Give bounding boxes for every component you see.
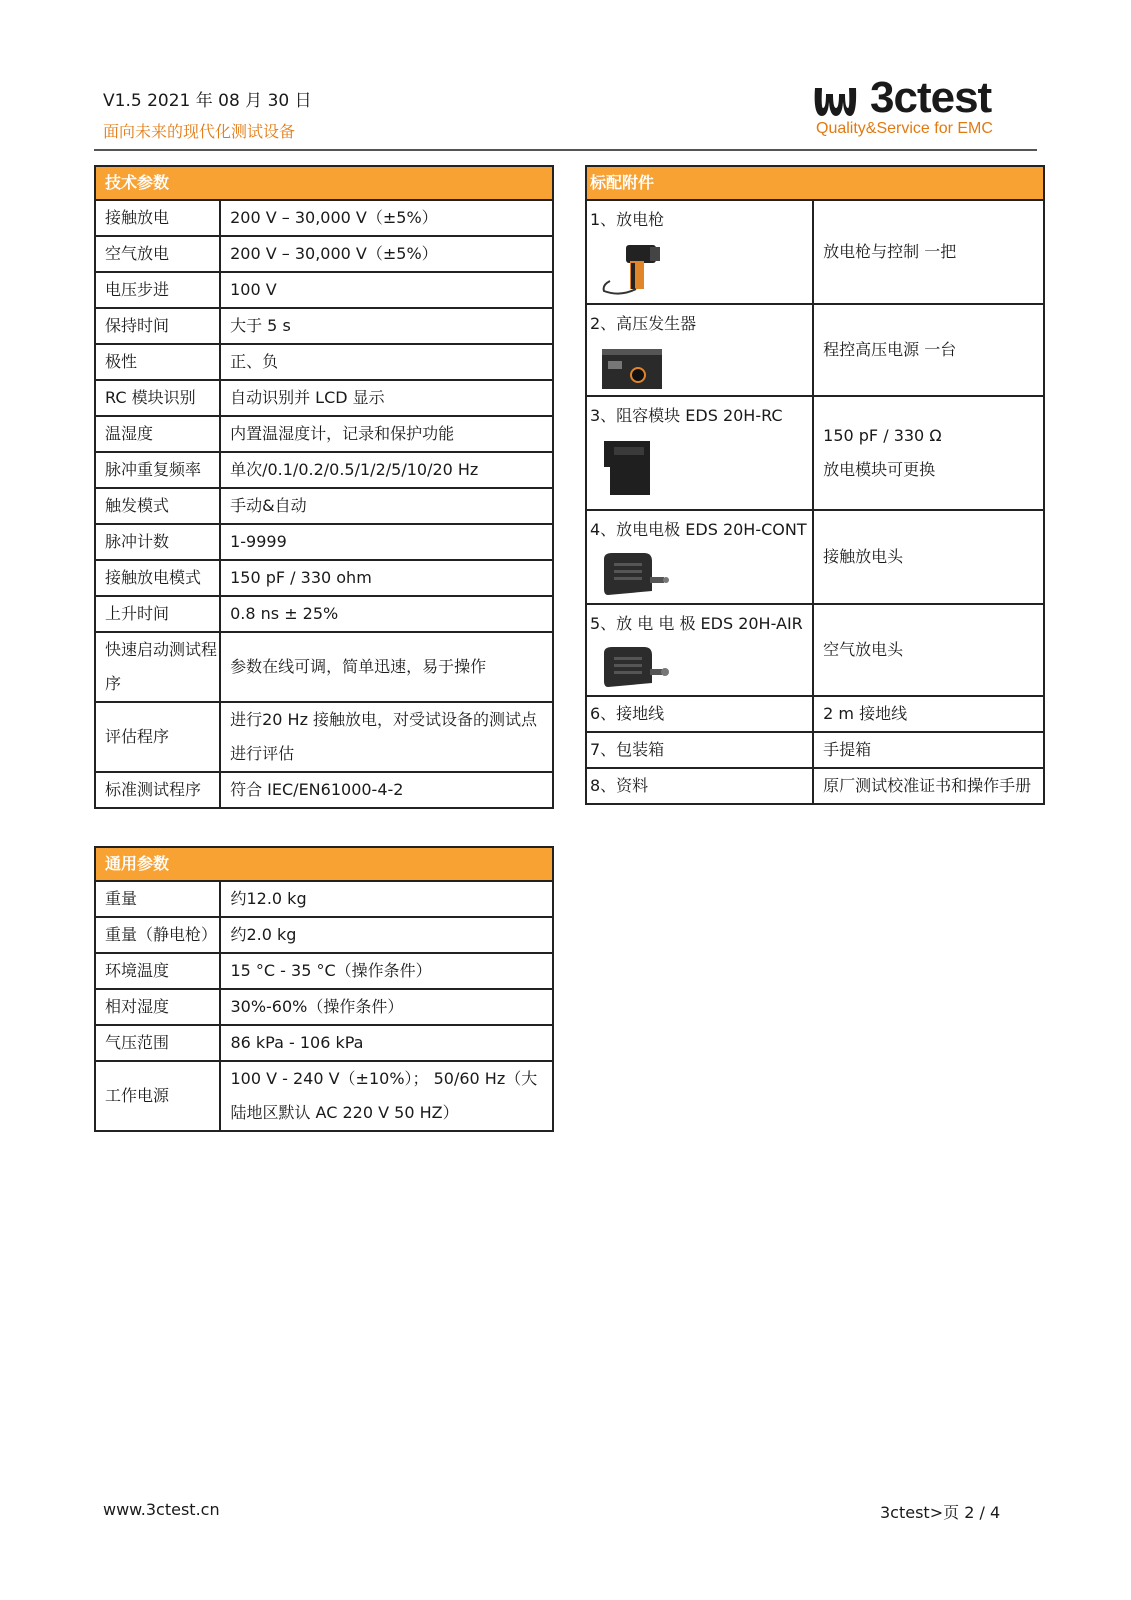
table-row [95, 632, 553, 702]
table-row [95, 596, 553, 632]
accessory-name: 5、放 电 电 极 EDS 20H-AIR [590, 614, 803, 633]
param-value: 单次/0.1/0.2/0.5/1/2/5/10/20 Hz [220, 452, 553, 488]
general-params-table [94, 846, 554, 1132]
accessory-name: 6、接地线 [586, 696, 813, 732]
table-row [586, 768, 1044, 804]
table-row [95, 560, 553, 596]
accessory-name: 8、资料 [586, 768, 813, 804]
param-value: 200 V – 30,000 V（±5%） [220, 236, 553, 272]
param-value: 内置温湿度计，记录和保护功能 [220, 416, 553, 452]
logo-tagline: Quality&Service for EMC [816, 120, 993, 137]
param-label: 上升时间 [95, 596, 220, 632]
accessory-desc [813, 396, 1044, 510]
logo [812, 73, 1032, 148]
accessories-title: 标配附件 [586, 166, 1044, 200]
table-row [586, 200, 1044, 304]
param-value: 参数在线可调，简单迅速，易于操作 [220, 632, 553, 702]
param-value: 符合 IEC/EN61000-4-2 [220, 772, 553, 808]
accessories-table [585, 165, 1045, 805]
table-row [95, 702, 553, 772]
logo-mark-icon [812, 82, 858, 122]
accessory-desc: 2 m 接地线 [813, 696, 1044, 732]
param-label: 气压范围 [95, 1025, 220, 1061]
param-value: 大于 5 s [220, 308, 553, 344]
accessory-desc-line2: 放电模块可更换 [823, 460, 936, 479]
tech-params-title: 技术参数 [95, 166, 553, 200]
accessory-desc-line1: 150 pF / 330 Ω [823, 426, 942, 445]
table-row [586, 696, 1044, 732]
footer-page-number: 3ctest>页 2 / 4 [880, 1503, 1001, 1522]
table-row [586, 304, 1044, 396]
table-row [95, 524, 553, 560]
param-value: 进行20 Hz 接触放电，对受试设备的测试点进行评估 [220, 702, 553, 772]
accessory-item [586, 304, 813, 396]
table-row [95, 881, 553, 917]
accessory-desc: 接触放电头 [813, 510, 1044, 604]
param-value: 100 V - 240 V（±10%）； 50/60 Hz（大陆地区默认 AC 220 V 50 HZ） [220, 1061, 553, 1131]
air-tip-icon [600, 645, 670, 691]
param-value: 200 V – 30,000 V（±5%） [220, 200, 553, 236]
param-value: 30%-60%（操作条件） [220, 989, 553, 1025]
table-row [586, 396, 1044, 510]
logo-wordmark: 3ctest [870, 73, 992, 122]
table-row [95, 236, 553, 272]
table-row [95, 989, 553, 1025]
param-value: 150 pF / 330 ohm [220, 560, 553, 596]
table-row [586, 732, 1044, 768]
table-row [95, 917, 553, 953]
accessory-desc: 程控高压电源 一台 [813, 304, 1044, 396]
accessory-desc: 手提箱 [813, 732, 1044, 768]
table-row [95, 953, 553, 989]
param-label: 评估程序 [95, 702, 220, 772]
param-label: 空气放电 [95, 236, 220, 272]
accessory-name: 1、放电枪 [590, 210, 665, 229]
param-label: 脉冲计数 [95, 524, 220, 560]
accessory-desc: 空气放电头 [813, 604, 1044, 696]
accessory-item [586, 200, 813, 304]
param-label: 标准测试程序 [95, 772, 220, 808]
table-row [95, 488, 553, 524]
param-value: 15 °C - 35 °C（操作条件） [220, 953, 553, 989]
param-value: 手动&自动 [220, 488, 553, 524]
table-row [95, 772, 553, 808]
header-divider [94, 149, 1037, 151]
param-label: 重量（静电枪） [95, 917, 220, 953]
footer-website: www.3ctest.cn [103, 1500, 220, 1519]
param-label: 脉冲重复频率 [95, 452, 220, 488]
table-row [95, 308, 553, 344]
general-params-title: 通用参数 [95, 847, 553, 881]
param-value: 100 V [220, 272, 553, 308]
accessory-desc: 放电枪与控制 一把 [813, 200, 1044, 304]
param-label: 接触放电模式 [95, 560, 220, 596]
accessory-name: 2、高压发生器 [590, 314, 697, 333]
param-value: 0.8 ns ± 25% [220, 596, 553, 632]
table-row [95, 200, 553, 236]
param-label: 极性 [95, 344, 220, 380]
table-row [586, 510, 1044, 604]
param-label: 快速启动测试程序 [95, 632, 220, 702]
rc-module-icon [600, 437, 656, 499]
param-value: 正、负 [220, 344, 553, 380]
slogan: 面向未来的现代化测试设备 [103, 122, 296, 141]
tech-params-table [94, 165, 554, 809]
param-label: 相对湿度 [95, 989, 220, 1025]
esd-gun-icon [600, 241, 664, 299]
param-value: 自动识别并 LCD 显示 [220, 380, 553, 416]
version-date: V1.5 2021 年 08 月 30 日 [103, 91, 312, 111]
param-label: 触发模式 [95, 488, 220, 524]
table-row [95, 1025, 553, 1061]
param-label: 环境温度 [95, 953, 220, 989]
contact-tip-icon [600, 551, 670, 599]
param-label: 工作电源 [95, 1061, 220, 1131]
accessory-item [586, 604, 813, 696]
param-label: 重量 [95, 881, 220, 917]
table-row [95, 1061, 553, 1131]
param-value: 约12.0 kg [220, 881, 553, 917]
param-label: 电压步进 [95, 272, 220, 308]
table-row [95, 416, 553, 452]
accessory-name: 3、阻容模块 EDS 20H-RC [590, 406, 783, 425]
param-value: 1-9999 [220, 524, 553, 560]
table-row [95, 380, 553, 416]
param-label: RC 模块识别 [95, 380, 220, 416]
param-label: 保持时间 [95, 308, 220, 344]
accessory-name: 7、包装箱 [586, 732, 813, 768]
accessory-desc: 原厂测试校准证书和操作手册 [813, 768, 1044, 804]
generator-icon [600, 345, 664, 391]
table-row [95, 344, 553, 380]
param-value: 86 kPa - 106 kPa [220, 1025, 553, 1061]
param-label: 接触放电 [95, 200, 220, 236]
table-row [95, 272, 553, 308]
accessory-name: 4、放电电极 EDS 20H-CONT [590, 520, 807, 539]
param-value: 约2.0 kg [220, 917, 553, 953]
accessory-item [586, 510, 813, 604]
accessory-item [586, 396, 813, 510]
table-row [586, 604, 1044, 696]
param-label: 温湿度 [95, 416, 220, 452]
table-row [95, 452, 553, 488]
